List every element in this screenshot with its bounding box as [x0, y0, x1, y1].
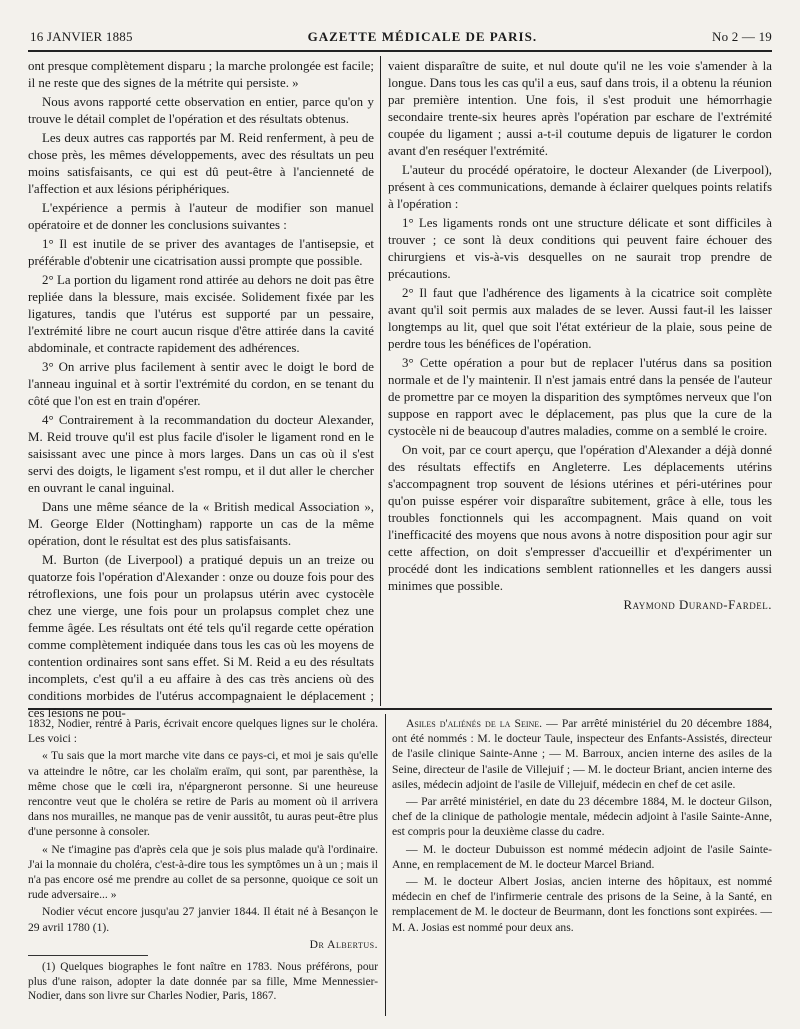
- footnote: (1) Quelques biographes le font naître en 1783. Nous préférons, pour plus d'une raison, adopter la date donnée par sa fille, Mme Mennessier-Nodier, dans son livre sur Charles Nodier, Paris, 1867.: [28, 961, 378, 1003]
- paragraph: Nous avons rapporté cette observation en entier, parce qu'on y trouve le détail complet de l'opération et des résultats obtenus.: [28, 95, 374, 126]
- footnote-rule: [28, 955, 148, 956]
- paragraph: 2° Il faut que l'adhérence des ligaments à la cicatrice soit complète avant qu'il soit permis aux malades de se lever. Aussi faut-il les laisser longtemps au lit, quel que soit l'état extérieur de la plaie, sous peine de perdre tous les bénéfices de l'opération.: [388, 286, 772, 351]
- page-number-right: 19: [758, 29, 772, 44]
- paragraph: Les deux autres cas rapportés par M. Reid renferment, à peu de chose près, les mêmes développements, avec des résultats un peu moins satisfaisants, ce qui est dû peut-être à l'ancienneté de l'affection et aux lésions périphériques.: [28, 131, 374, 196]
- paragraph: M. Burton (de Liverpool) a pratiqué depuis un an treize ou quatorze fois l'opération d'Alexander : onze ou douze fois pour des rétroflexions, une fois pour un prolapsus utérin avec cystocèle chez une vierge, une fois pour un prolapsus complet chez une femme âgée. Les résultats ont été tels qu'il regarde cette opération comme complètement indiquée dans tous les cas où les moyens de contention ordinaires sont sans effet. Si M. Reid a eu des résultats incomplets, c'est qu'il a eu affaire à des cas très anciens où des conditions morbides de l'utérus accompagnaient le déplacement ; ces lésions ne pou-: [28, 553, 374, 720]
- header-left: [30, 29, 133, 45]
- header-date: JANVIER 1885: [46, 29, 133, 44]
- quotation: « Tu sais que la mort marche vite dans ce pays-ci, et moi je sais qu'elle va atteindre le nôtre, car les cholaïm eraïm, qui sont, par parenthèse, la même chose que le cœli ira, n'épargneront personne. Si une heureuse rencontre veut que le choléra se retire de Paris au moment où il arrivera dans nos murailles, ne manque pas de venir aussitôt, tu auras peut-être plus d'une personne à consoler.: [28, 749, 378, 839]
- paragraph: On voit, par ce court aperçu, que l'opération d'Alexander a déjà donné des résultats effectifs en Angleterre. Les déplacements utérins s'accompagnent trop souvent de lésions utérines et péri-utérines pour qu'on puisse espérer voir disparaître subitement, grâce à elle, tous les troubles fonctionnels qui les accompagnent. Mais quand on voit l'inefficacité des moyens que nous avons à notre disposition pour agir sur cette affection, on doit s'empresser d'accueillir et d'expérimenter un procédé dont les indications semblent rationnelles et les dangers aussi minimes que possible.: [388, 443, 772, 593]
- paragraph: vaient disparaître de suite, et nul doute qu'il ne les voie s'amender à la longue. Dans tous les cas qu'il a eus, sauf dans trois, il a obtenu la réunion par première intention. Une fois, il s'est produit une hémorrhagie secondaire trente-six heures après l'opération par eschare de l'extrémité coupée du ligament ; aussi a-t-il coutume depuis de ligaturer le cordon avant d'en reséquer l'extrémité.: [388, 59, 772, 158]
- section-heading: Asiles d'aliénés de la Seine.: [406, 717, 543, 730]
- author-signature: Dr Albertus.: [309, 937, 378, 951]
- page-number: 16: [30, 29, 44, 44]
- running-header: [30, 26, 772, 48]
- journal-title: GAZETTE MÉDICALE DE PARIS.: [307, 29, 538, 44]
- paragraph: [392, 716, 772, 792]
- paragraph-text: — Par arrêté ministériel du 20 décembre 1884, ont été nommés : M. le docteur Taule, inspecteur des Enfants-Assistés, directeur de l'asile clinique Sainte-Anne ; — M. Barroux, ancien interne des asiles de la Seine, directeur de l'asile de Villejuif ; — M. le docteur Briant, ancien interne des asiles, médecin adjoint de l'asile de Villejuif, médecin en chef de cet asile.: [392, 717, 772, 791]
- paragraph: 4° Contrairement à la recommandation du docteur Alexander, M. Reid trouve qu'il est plus facile d'isoler le ligament rond en le saisissant avec une pince à mors larges. Dans un cas où il s'est servi des doigts, le ligament s'est rompu, et il dut aller le chercher en ouvrant le canal inguinal.: [28, 413, 374, 495]
- quotation: « Ne t'imagine pas d'après cela que je sois plus malade qu'à l'ordinaire. J'ai la monnaie du choléra, c'est-à-dire tous les symptômes un à un ; mais il n'a pas encore osé me prendre au collet de sa personne, quoique ce soit un rude adversaire... »: [28, 842, 378, 902]
- paragraph: 2° La portion du ligament rond attirée au dehors ne doit pas être repliée dans la blessure, mais excisée. Solidement fixée par les ligatures, tandis que l'utérus est supporté par un pessaire, l'extrémité libre ne court aucun risque d'être attirée dans la cavité abdominale, et contracte rapidement des adhérences.: [28, 273, 374, 355]
- issue-number: No 2: [712, 29, 739, 44]
- author-signature: Raymond Durand-Fardel.: [623, 598, 772, 612]
- paragraph: — M. le docteur Albert Josias, ancien interne des hôpitaux, est nommé médecin en chef de l'infirmerie centrale des prisons de la Seine, à la Santé, en remplacement de M. le docteur de Beurmann, dont les fonctions sont expirées. — M. A. Josias est nommé pour deux ans.: [392, 875, 772, 934]
- paragraph: — Par arrêté ministériel, en date du 23 décembre 1884, M. le docteur Gilson, chef de la clinique de pathologie mentale, médecin adjoint à l'asile Sainte-Anne, est compris pour la deuxième classe du cadre.: [392, 795, 772, 839]
- header-rule: [28, 50, 772, 52]
- paragraph: Nodier vécut encore jusqu'au 27 janvier 1844. Il était né à Besançon le 29 avril 1780 (1).: [28, 905, 378, 934]
- column-top-left: [28, 58, 374, 724]
- paragraph: 3° On arrive plus facilement à sentir avec le doigt le bord de l'anneau inguinal et à sortir l'extrémité du cordon, en se tenant du côté que l'on est en train d'opérer.: [28, 360, 374, 408]
- header-right: No 2 — 19: [712, 29, 772, 44]
- paragraph: 1° Les ligaments ronds ont une structure délicate et sont difficiles à trouver ; ce sont là deux conditions qui peuvent faire échouer des chirurgiens et vis-à-vis desquelles on ne saurait trop prendre de précautions.: [388, 216, 772, 281]
- column-divider-bottom: [385, 714, 386, 1016]
- paragraph: L'auteur du procédé opératoire, le docteur Alexander (de Liverpool), présent à ces communications, demande à éclairer quelques points relatifs à l'opération :: [388, 163, 772, 211]
- paragraph: L'expérience a permis à l'auteur de modifier son manuel opératoire et de donner les conclusions suivantes :: [28, 201, 374, 232]
- column-divider-top: [380, 56, 381, 706]
- paragraph: 3° Cette opération a pour but de replacer l'utérus dans sa position normale et de l'y maintenir. Il n'est jamais entré dans la pensée de l'auteur de promettre par ce moyen la disparition des symptômes nerveux que l'on suppose en rapport avec le déplacement, pas plus que la cure de la cystocèle ni de beaucoup d'autres maladies, comme on a semblé le croire.: [388, 356, 772, 438]
- paragraph: 1° Il est inutile de se priver des avantages de l'antisepsie, et préférable d'obtenir une cicatrisation aussi prompte que possible.: [28, 237, 374, 268]
- paragraph: ont presque complètement disparu ; la marche prolongée est facile; il ne reste que des signes de la métrite qui persiste. »: [28, 59, 374, 90]
- paragraph: Dans une même séance de la « British medical Association », M. George Elder (Nottingham) rapporte un cas de la même opération, dont le résultat est des plus satisfaisants.: [28, 500, 374, 548]
- column-bottom-right: [392, 716, 772, 937]
- column-top-right: [388, 58, 772, 616]
- column-bottom-left: [28, 716, 378, 1006]
- paragraph: — M. le docteur Dubuisson est nommé médecin adjoint de l'asile Sainte-Anne, en remplacement de M. le docteur Marcel Briand.: [392, 842, 772, 871]
- paragraph: 1832, Nodier, rentré à Paris, écrivait encore quelques lignes sur le choléra. Les voici :: [28, 717, 378, 746]
